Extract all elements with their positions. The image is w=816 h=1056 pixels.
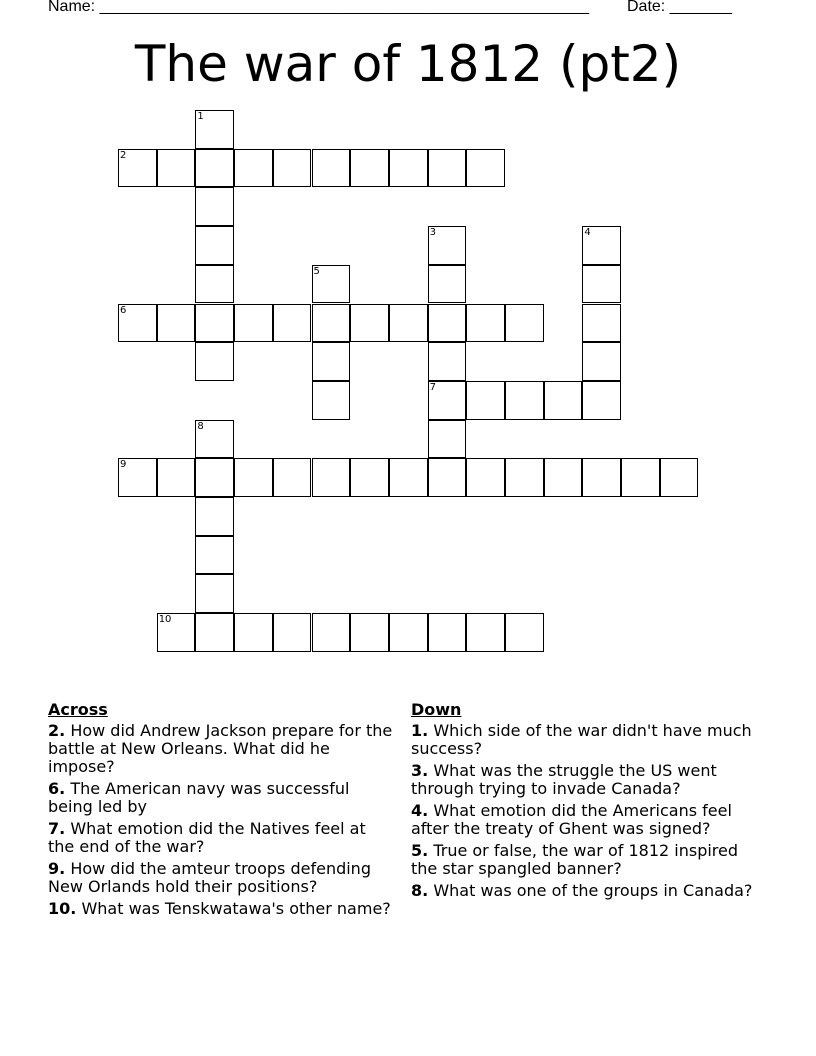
- grid-cell[interactable]: [466, 458, 505, 497]
- cell-number: 8: [197, 420, 204, 432]
- cell-number: 1: [197, 111, 204, 122]
- clue-down-1: [411, 722, 761, 758]
- grid-cell[interactable]: [428, 265, 467, 304]
- grid-cell[interactable]: [234, 613, 273, 652]
- grid-cell[interactable]: [312, 265, 351, 304]
- grid-cell[interactable]: [428, 613, 467, 652]
- cell-number: 7: [429, 381, 436, 393]
- grid-cell[interactable]: [195, 497, 234, 536]
- clue-text: How did the amteur troops defending New Orlands hold their positions?: [48, 859, 371, 896]
- clue-text: What was one of the groups in Canada?: [433, 881, 753, 900]
- clue-down-4: [411, 802, 761, 838]
- date-field[interactable]: Date: _______: [627, 0, 732, 15]
- grid-cell[interactable]: [118, 149, 157, 188]
- down-heading: Down: [411, 700, 462, 719]
- grid-cell[interactable]: [505, 304, 544, 343]
- grid-cell[interactable]: [195, 574, 234, 613]
- grid-cell[interactable]: [582, 304, 621, 343]
- grid-cell[interactable]: [195, 613, 234, 652]
- grid-cell[interactable]: [582, 458, 621, 497]
- grid-cell[interactable]: [312, 381, 351, 420]
- grid-cell[interactable]: [505, 613, 544, 652]
- clue-number: 1.: [411, 721, 429, 740]
- down-clues: [411, 701, 761, 904]
- clue-number: 8.: [411, 881, 429, 900]
- grid-cell[interactable]: [466, 304, 505, 343]
- grid-cell[interactable]: [118, 304, 157, 343]
- grid-cell[interactable]: [466, 613, 505, 652]
- grid-cell[interactable]: [157, 149, 196, 188]
- grid-cell[interactable]: [195, 110, 234, 149]
- clue-number: 4.: [411, 801, 429, 820]
- grid-cell[interactable]: [234, 458, 273, 497]
- clue-number: 6.: [48, 779, 66, 798]
- grid-cell[interactable]: [273, 149, 312, 188]
- grid-cell[interactable]: [621, 458, 660, 497]
- clue-number: 10.: [48, 899, 77, 918]
- clue-text: How did Andrew Jackson prepare for the battle at New Orleans. What did he impose?: [48, 721, 393, 776]
- grid-cell[interactable]: [350, 458, 389, 497]
- grid-cell[interactable]: [234, 304, 273, 343]
- clue-across-6: [48, 780, 393, 816]
- grid-cell[interactable]: [389, 304, 428, 343]
- grid-cell[interactable]: [428, 149, 467, 188]
- grid-cell[interactable]: [195, 187, 234, 226]
- grid-cell[interactable]: [466, 149, 505, 188]
- grid-cell[interactable]: [582, 226, 621, 265]
- clue-text: What emotion did the Americans feel after the treaty of Ghent was signed?: [411, 801, 732, 838]
- grid-cell[interactable]: [273, 613, 312, 652]
- grid-cell[interactable]: [428, 226, 467, 265]
- grid-cell[interactable]: [157, 458, 196, 497]
- clue-down-5: [411, 842, 761, 878]
- grid-cell[interactable]: [195, 149, 234, 188]
- page-title: The war of 1812 (pt2): [134, 35, 682, 93]
- grid-cell[interactable]: [195, 342, 234, 381]
- grid-cell[interactable]: [428, 304, 467, 343]
- clue-text: What was the struggle the US went through trying to invade Canada?: [411, 761, 717, 798]
- clue-text: What was Tenskwatawa's other name?: [81, 899, 391, 918]
- across-heading: Across: [48, 700, 108, 719]
- grid-cell[interactable]: [505, 381, 544, 420]
- clue-text: What emotion did the Natives feel at the end of the war?: [48, 819, 366, 856]
- grid-cell[interactable]: [195, 458, 234, 497]
- grid-cell[interactable]: [428, 420, 467, 459]
- grid-cell[interactable]: [389, 613, 428, 652]
- name-field[interactable]: Name: _______________________________________________________: [48, 0, 589, 15]
- grid-cell[interactable]: [312, 149, 351, 188]
- grid-cell[interactable]: [582, 381, 621, 420]
- grid-cell[interactable]: [389, 458, 428, 497]
- cell-number: 10: [158, 614, 172, 626]
- cell-number: 2: [120, 149, 127, 161]
- grid-cell[interactable]: [350, 613, 389, 652]
- grid-cell[interactable]: [350, 149, 389, 188]
- grid-cell[interactable]: [195, 226, 234, 265]
- grid-cell[interactable]: [350, 304, 389, 343]
- cell-number: 3: [429, 227, 436, 239]
- grid-cell[interactable]: [195, 420, 234, 459]
- clue-across-10: [48, 900, 393, 918]
- cell-number: 4: [584, 227, 591, 239]
- clue-number: 7.: [48, 819, 66, 838]
- grid-cell[interactable]: [195, 536, 234, 575]
- grid-cell[interactable]: [157, 613, 196, 652]
- grid-cell[interactable]: [582, 265, 621, 304]
- cell-number: 9: [120, 459, 127, 471]
- grid-cell[interactable]: [582, 342, 621, 381]
- grid-cell[interactable]: [312, 613, 351, 652]
- clue-across-9: [48, 860, 393, 896]
- clue-number: 2.: [48, 721, 66, 740]
- clue-across-7: [48, 820, 393, 856]
- grid-cell[interactable]: [428, 458, 467, 497]
- across-clues: [48, 701, 393, 922]
- clue-across-2: [48, 722, 393, 776]
- clue-text: True or false, the war of 1812 inspired the star spangled banner?: [411, 841, 739, 878]
- clue-number: 9.: [48, 859, 66, 878]
- grid-cell[interactable]: [660, 458, 699, 497]
- grid-cell[interactable]: [234, 149, 273, 188]
- clue-down-8: [411, 882, 761, 900]
- grid-cell[interactable]: [428, 342, 467, 381]
- grid-cell[interactable]: [312, 342, 351, 381]
- clue-text: The American navy was successful being led by: [48, 779, 350, 816]
- grid-cell[interactable]: [505, 458, 544, 497]
- grid-cell[interactable]: [544, 381, 583, 420]
- clue-number: 3.: [411, 761, 429, 780]
- clue-down-3: [411, 762, 761, 798]
- grid-cell[interactable]: [544, 458, 583, 497]
- cell-number: 6: [120, 304, 127, 316]
- grid-cell[interactable]: [273, 304, 312, 343]
- grid-cell[interactable]: [428, 381, 467, 420]
- grid-cell[interactable]: [312, 304, 351, 343]
- grid-cell[interactable]: [273, 458, 312, 497]
- clue-text: Which side of the war didn't have much success?: [411, 721, 752, 758]
- grid-cell[interactable]: [389, 149, 428, 188]
- grid-cell[interactable]: [118, 458, 157, 497]
- grid-cell[interactable]: [312, 458, 351, 497]
- grid-cell[interactable]: [466, 381, 505, 420]
- cell-number: 5: [313, 265, 320, 277]
- clue-number: 5.: [411, 841, 429, 860]
- grid-cell[interactable]: [195, 265, 234, 304]
- grid-cell[interactable]: [195, 304, 234, 343]
- grid-cell[interactable]: [157, 304, 196, 343]
